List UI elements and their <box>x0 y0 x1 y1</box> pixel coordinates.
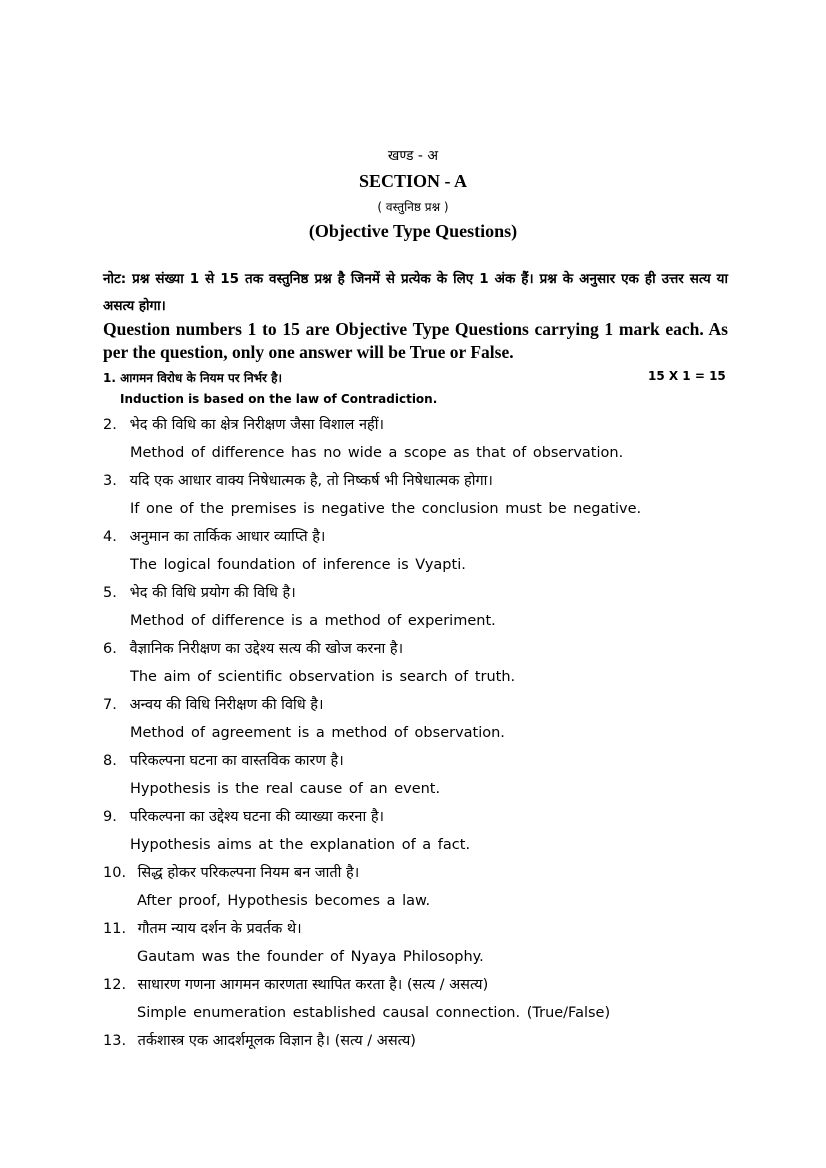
question-item <box>103 862 743 918</box>
question-number: 8. <box>103 753 117 769</box>
note-english: Question numbers 1 to 15 are Objective Type Questions carrying 1 mark each. As per the question, only one answer will be True or False. <box>103 319 728 362</box>
question-number: 13. <box>103 1033 127 1049</box>
question-item <box>103 918 743 974</box>
question-english: Method of difference is a method of experiment. <box>130 613 496 629</box>
question-hindi: अनुमान का तार्किक आधार व्याप्ति है। <box>129 529 326 545</box>
question-number: 6. <box>103 641 117 657</box>
question-hindi: साधारण गणना आगमन कारणता स्थापित करता है। (सत्य / असत्य) <box>137 977 489 993</box>
question-english: Method of difference has no wide a scope as that of observation. <box>130 445 624 461</box>
question-english: Hypothesis aims at the explanation of a fact. <box>130 837 471 853</box>
question-english: Gautam was the founder of Nyaya Philosophy. <box>137 949 484 965</box>
question-hindi: यदि एक आधार वाक्य निषेधात्मक है, तो निष्कर्ष भी निषेधात्मक होगा। <box>129 473 493 489</box>
question-hindi: सिद्ध होकर परिकल्पना नियम बन जाती है। <box>137 865 360 881</box>
question-number: 10. <box>103 865 127 881</box>
question-english: The logical foundation of inference is Vyapti. <box>130 557 466 573</box>
question-number: 4. <box>103 529 117 545</box>
question-hindi: अन्वय की विधि निरीक्षण की विधि है। <box>129 697 324 713</box>
question-english: Simple enumeration established causal connection. (True/False) <box>137 1005 611 1021</box>
question-number: 12. <box>103 977 127 993</box>
question-number: 7. <box>103 697 117 713</box>
question-number: 5. <box>103 585 117 601</box>
question-english: Method of agreement is a method of observation. <box>130 725 505 741</box>
question-item <box>103 806 743 862</box>
question-number: 11. <box>103 921 127 937</box>
question-english: The aim of scientific observation is search of truth. <box>130 669 516 685</box>
question-1-english: Induction is based on the law of Contradiction. <box>120 392 438 406</box>
marks-total: 15 X 1 = 15 <box>648 369 726 383</box>
question-number: 2. <box>103 417 117 433</box>
question-hindi: गौतम न्याय दर्शन के प्रवर्तक थे। <box>137 921 302 937</box>
objective-heading-hindi: ( वस्तुनिष्ठ प्रश्न ) <box>377 200 449 214</box>
question-english <box>103 1058 743 1086</box>
question-list <box>103 414 743 1086</box>
question-english: If one of the premises is negative the conclusion must be negative. <box>130 501 642 517</box>
question-item <box>103 638 743 694</box>
question-item <box>103 750 743 806</box>
question-number: 9. <box>103 809 117 825</box>
question-hindi: परिकल्पना का उद्देश्य घटना की व्याख्या करना है। <box>129 809 385 825</box>
question-item <box>103 470 743 526</box>
note-hindi: नोट: प्रश्न संख्या 1 से 15 तक वस्तुनिष्ठ प्रश्न है जिनमें से प्रत्येक के लिए 1 अंक हैं। प्रश्न के अनुसार एक ही उत्तर सत्य या असत्य होगा। <box>103 271 728 314</box>
question-item <box>103 526 743 582</box>
khand-heading: खण्ड - अ <box>387 148 439 164</box>
question-item <box>103 582 743 638</box>
question-hindi: परिकल्पना घटना का वास्तविक कारण है। <box>129 753 344 769</box>
question-number: 3. <box>103 473 117 489</box>
question-hindi: वैज्ञानिक निरीक्षण का उद्देश्य सत्य की खोज करना है। <box>129 641 404 657</box>
question-1-hindi: 1. आगमन विरोध के नियम पर निर्भर है। <box>103 371 283 385</box>
question-item <box>103 1030 743 1086</box>
question-item <box>103 694 743 750</box>
question-item <box>103 974 743 1030</box>
section-heading: SECTION - A <box>358 171 468 191</box>
question-english: After proof, Hypothesis becomes a law. <box>137 893 431 909</box>
question-english: Hypothesis is the real cause of an event. <box>130 781 441 797</box>
question-hindi: तर्कशास्त्र एक आदर्शमूलक विज्ञान है। (सत्य / असत्य) <box>137 1033 416 1049</box>
question-hindi: भेद की विधि का क्षेत्र निरीक्षण जैसा विशाल नहीं। <box>129 417 384 433</box>
question-item <box>103 414 743 470</box>
objective-heading-english: (Objective Type Questions) <box>308 221 518 241</box>
question-hindi: भेद की विधि प्रयोग की विधि है। <box>129 585 296 601</box>
